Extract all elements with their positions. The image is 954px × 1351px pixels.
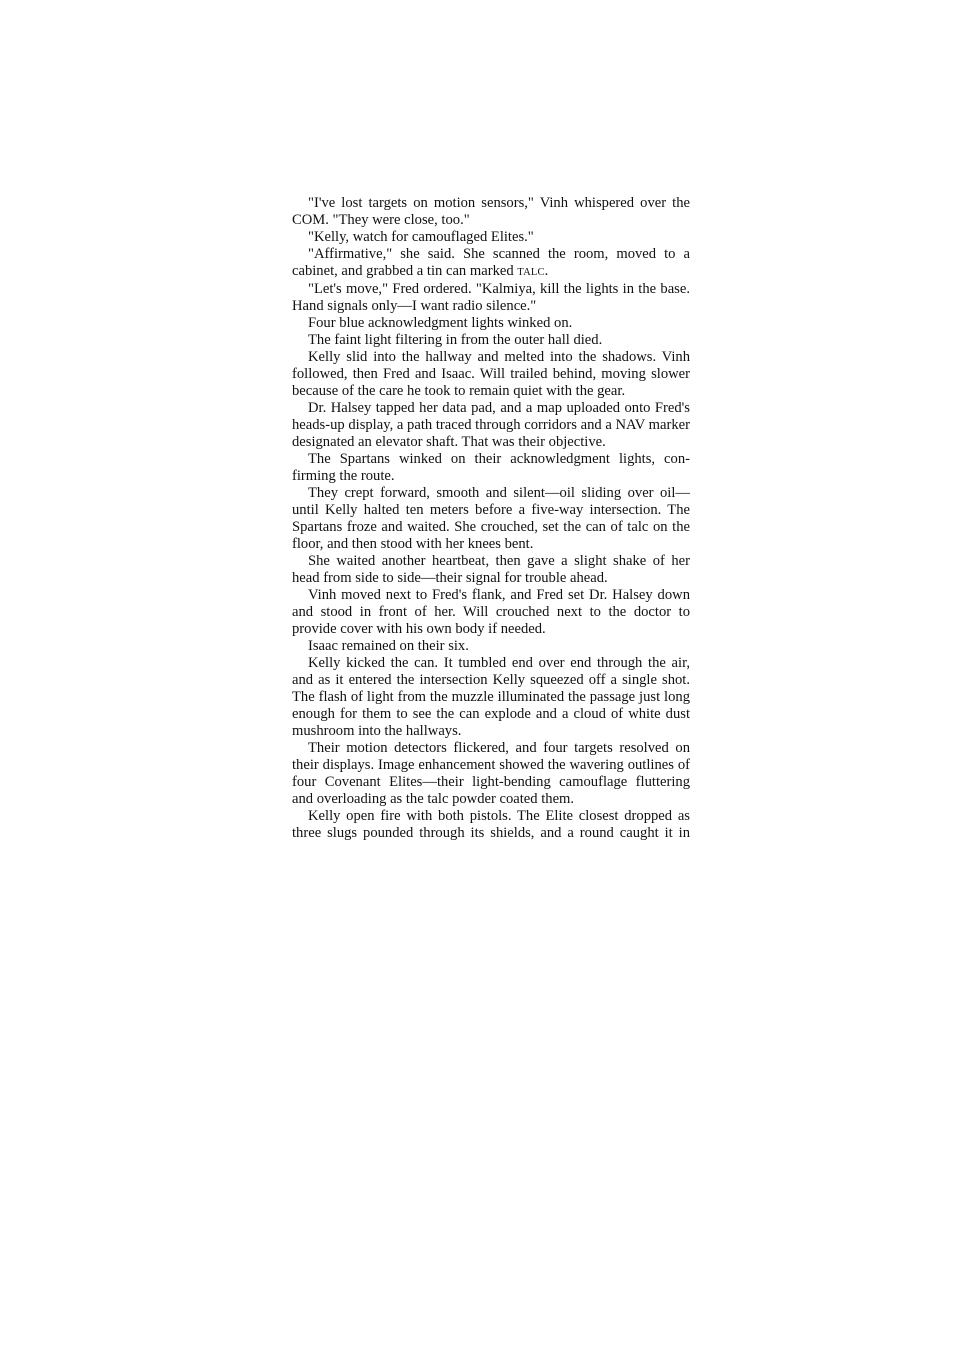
paragraph-13: Isaac remained on their six. xyxy=(308,638,469,654)
paragraph-3-end: . xyxy=(544,263,549,279)
paragraph-1: "I've lost targets on motion sensors," Vinh whispered over the COM. "They were close, too." xyxy=(292,195,690,228)
paragraph-12: Vinh moved next to Fred's flank, and Fred set Dr. Halsey down and stood in front of her. Will crouched next to the doctor to provide cover with his own body if needed. xyxy=(292,587,690,637)
paragraph-10: They crept forward, smooth and silent—oil sliding over oil—until Kelly halted ten meters before a five-way intersection. The Spartans froze and waited. She crouched, set the can of talc on the floor, and then stood with her knees bent. xyxy=(292,485,690,552)
paragraph-4: "Let's move," Fred ordered. "Kalmiya, kill the lights in the base. Hand signals only—I want radio silence." xyxy=(292,281,690,314)
paragraph-5: Four blue acknowledgment lights winked on. xyxy=(308,315,573,331)
paragraph-16: Kelly open fire with both pistols. The Elite closest dropped as three slugs pounded through its shields, and a round caught it in xyxy=(292,808,690,841)
paragraph-11: She waited another heartbeat, then gave a slight shake of her head from side to side—their signal for trouble ahead. xyxy=(292,553,690,586)
page-body-text xyxy=(292,195,690,842)
paragraph-6: The faint light filtering in from the outer hall died. xyxy=(308,332,603,348)
paragraph-15: Their motion detectors flickered, and four targets resolved on their displays. Image enhancement showed the wavering outlines of four Covenant Elites—their light-bending camouflage fluttering and overloading as the talc powder coated them. xyxy=(292,740,690,807)
paragraph-14: Kelly kicked the can. It tumbled end over end through the air, and as it entered the intersection Kelly squeezed off a single shot. The flash of light from the muzzle illuminated the passage just long enough for them to see the can explode and a cloud of white dust mushroom into the hallways. xyxy=(292,655,690,739)
paragraph-3-text: "Affirmative," she said. She scanned the room, moved to a cabinet, and grabbed a tin can marked xyxy=(292,246,690,279)
paragraph-7: Kelly slid into the hallway and melted into the shadows. Vinh followed, then Fred and Isaac. Will trailed behind, moving slower because of the care he took to remain quiet with the gear. xyxy=(292,349,690,399)
paragraph-3 xyxy=(292,246,690,281)
talc-label: TALC xyxy=(517,267,545,278)
paragraph-2: "Kelly, watch for camouflaged Elites." xyxy=(308,229,534,245)
paragraph-9: The Spartans winked on their acknowledgment lights, confirming the route. xyxy=(292,451,690,484)
paragraph-8: Dr. Halsey tapped her data pad, and a map uploaded onto Fred's heads-up display, a path traced through corridors and a NAV marker designated an elevator shaft. That was their objective. xyxy=(292,400,690,450)
